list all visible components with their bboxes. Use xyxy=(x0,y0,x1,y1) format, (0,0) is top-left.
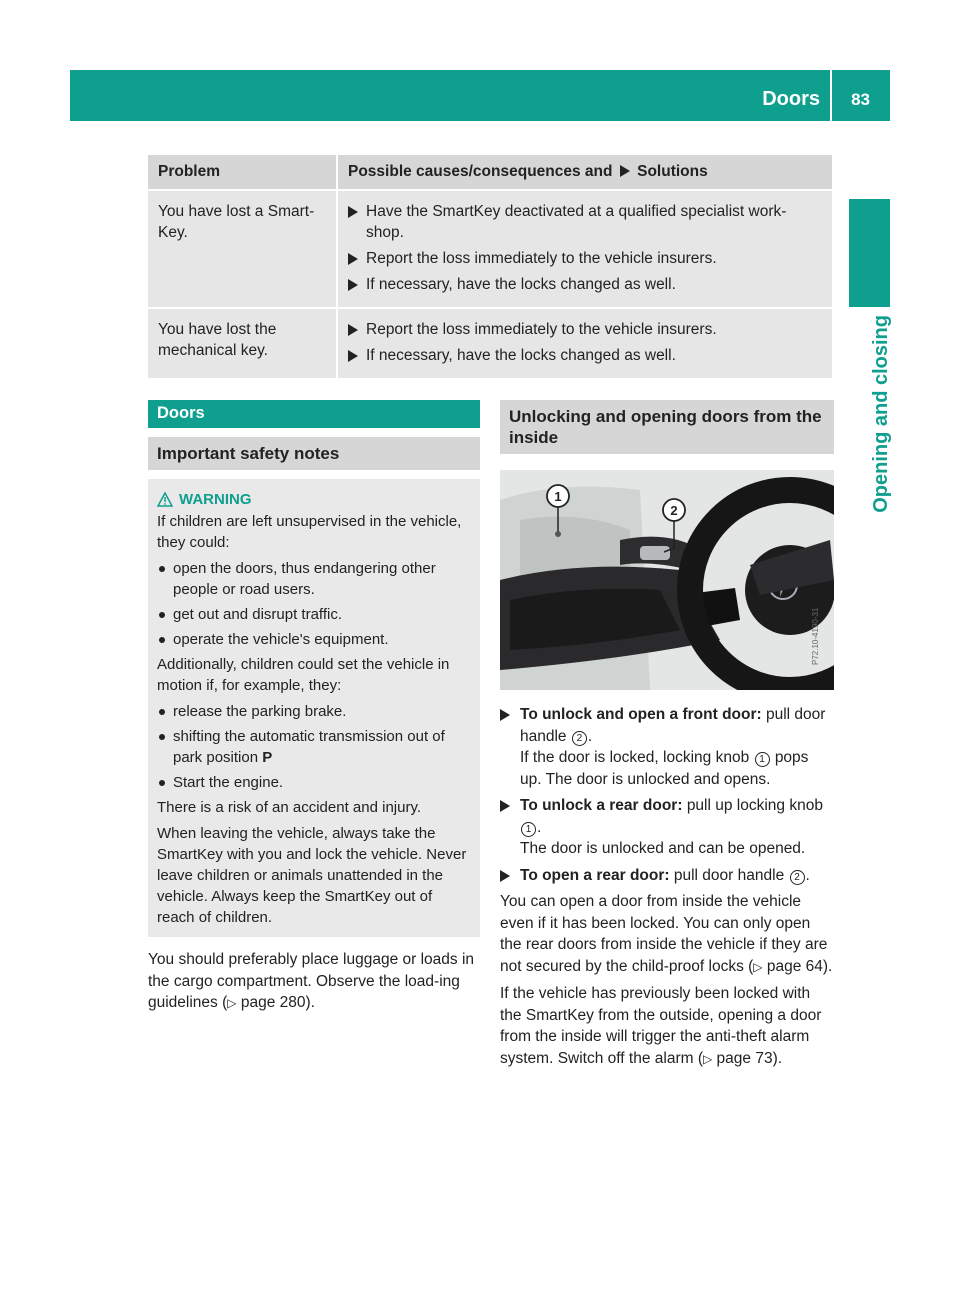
section-heading-doors: Doors xyxy=(148,400,480,428)
luggage-paragraph xyxy=(148,949,480,1015)
step-text: . xyxy=(805,866,810,884)
solution-text: Have the SmartKey deactivated at a qualified specialist work-shop. xyxy=(366,203,787,241)
park-position-label: P xyxy=(262,749,273,766)
step-text: pull up locking knob xyxy=(686,797,823,814)
solution-step xyxy=(348,248,822,269)
instruction-step xyxy=(500,704,834,790)
list-item: Start the engine. xyxy=(157,772,471,793)
solution-text: If necessary, have the locks changed as well. xyxy=(366,347,676,364)
arrow-icon xyxy=(620,165,630,177)
step-title: To unlock and open a front door: xyxy=(520,706,762,723)
arrow-icon xyxy=(348,206,358,218)
callout-2-icon: 2 xyxy=(572,731,587,746)
right-column xyxy=(500,400,834,1075)
warning-risk: There is a risk of an accident and injury. xyxy=(157,799,422,816)
photo-code: P72.10-4190-31 xyxy=(811,607,820,665)
instruction-step xyxy=(500,865,834,887)
page-ref-icon: ▷ xyxy=(753,959,763,974)
list-item: open the doors, thus endangering other people or road users. xyxy=(157,558,471,600)
side-tab-marker xyxy=(849,199,890,307)
solutions-cell xyxy=(337,308,832,379)
page-reference-link[interactable]: page 280). xyxy=(240,994,315,1011)
table-row xyxy=(148,308,832,379)
body-text: You can open a door from inside the vehicle even if it has been locked. You can only open the rear doors from inside the vehicle if they are not secured by the child-proof locks xyxy=(500,893,828,975)
table-header-row xyxy=(148,155,832,190)
step-text: pull door handle xyxy=(520,706,826,745)
page-ref-icon: ▷ xyxy=(703,1051,713,1066)
body-text: If the vehicle has previously been locked with the SmartKey from the outside, opening a door from the inside will trigger the anti-theft alarm system. Switch off the alarm xyxy=(500,985,822,1067)
warning-additional: Additionally, children could set the vehicle in motion if, for example, they: xyxy=(157,656,450,694)
step-text: pops up. The door is unlocked and opens. xyxy=(520,749,809,788)
step-text: If the door is locked, locking knob xyxy=(520,749,750,766)
page-number: 83 xyxy=(851,90,870,109)
problem-cell: You have lost the mechanical key. xyxy=(148,308,337,379)
problem-cell: You have lost a Smart-Key. xyxy=(148,190,337,308)
side-tab-label: Opening and closing xyxy=(870,315,892,513)
table-row xyxy=(148,190,832,308)
body-paragraph: If the vehicle has previously been locked with the SmartKey from the outside, opening a door from the inside will trigger the anti-theft alarm system. Switch off the alarm (▷ page 73). xyxy=(500,985,822,1067)
body-paragraph: You can open a door from inside the vehicle even if it has been locked. You can only open the rear doors from inside the vehicle if they are not secured by the child-proof locks (▷ page 64). xyxy=(500,893,833,975)
photo-callout-2: 2 xyxy=(670,503,678,518)
list-item-text: shifting the automatic transmission out of park position xyxy=(173,728,445,766)
solution-text: Report the loss immediately to the vehicle insurers. xyxy=(366,321,717,338)
list-item: get out and disrupt traffic. xyxy=(157,604,471,625)
instruction-steps xyxy=(500,704,834,886)
arrow-icon xyxy=(500,800,510,812)
step-text: . xyxy=(537,818,542,836)
page-ref-icon: ▷ xyxy=(227,996,237,1010)
solution-step xyxy=(348,201,822,243)
table-header-causes-label: Possible causes/consequences and xyxy=(348,163,613,180)
warning-title: WARNING xyxy=(179,491,252,508)
page-header-bar xyxy=(70,70,890,121)
solution-text: If necessary, have the locks changed as well. xyxy=(366,276,676,293)
list-item: release the parking brake. xyxy=(157,701,471,722)
luggage-text: You should preferably place luggage or loads in the cargo compartment. Observe the load-ing guidelines ( xyxy=(148,951,475,1011)
list-item xyxy=(157,726,471,768)
page-reference-link[interactable]: page 64). xyxy=(766,957,833,975)
callout-1-icon: 1 xyxy=(521,822,536,837)
header-divider xyxy=(830,70,832,121)
callout-2-icon: 2 xyxy=(790,870,805,885)
arrow-icon xyxy=(500,870,510,882)
subheading-unlocking-doors: Unlocking and opening doors from the inside xyxy=(500,400,834,454)
arrow-icon xyxy=(348,324,358,336)
step-title: To open a rear door: xyxy=(520,866,670,884)
arrow-icon xyxy=(348,279,358,291)
solution-step xyxy=(348,319,822,340)
page-reference-link[interactable]: page 73). xyxy=(716,1049,783,1067)
left-column xyxy=(148,400,480,1020)
warning-leaving-vehicle: When leaving the vehicle, always take the SmartKey with you and lock the vehicle. Never leave children or animals unattended in the vehicle. Always keep the SmartKey out of reach of children. xyxy=(157,825,467,926)
photo-callout-1: 1 xyxy=(554,489,562,504)
instruction-step xyxy=(500,795,834,860)
step-text: pull door handle xyxy=(673,866,785,884)
warning-header xyxy=(157,489,471,510)
callout-1-icon: 1 xyxy=(755,752,770,767)
header-section-title: Doors xyxy=(762,88,820,110)
arrow-icon xyxy=(348,253,358,265)
solutions-cell xyxy=(337,190,832,308)
warning-intro: If children are left unsupervised in the vehicle, they could: xyxy=(157,513,462,551)
table-header-solutions-label: Solutions xyxy=(637,163,708,180)
warning-triangle-icon xyxy=(157,492,173,507)
subheading-safety-notes: Important safety notes xyxy=(148,437,480,470)
list-item: operate the vehicle's equipment. xyxy=(157,629,471,650)
door-interior-photo xyxy=(500,470,834,690)
solution-step xyxy=(348,274,822,295)
problem-solutions-table xyxy=(148,155,832,380)
solution-text: Report the loss immediately to the vehicle insurers. xyxy=(366,250,717,267)
warning-box xyxy=(148,479,480,937)
step-title: To unlock a rear door: xyxy=(520,797,683,814)
solution-step xyxy=(348,345,822,366)
step-text: The door is unlocked and can be opened. xyxy=(520,840,806,857)
arrow-icon xyxy=(348,350,358,362)
table-header-solutions xyxy=(337,155,832,190)
step-text: . xyxy=(587,727,593,745)
arrow-icon xyxy=(500,709,510,721)
table-header-problem: Problem xyxy=(148,155,337,190)
